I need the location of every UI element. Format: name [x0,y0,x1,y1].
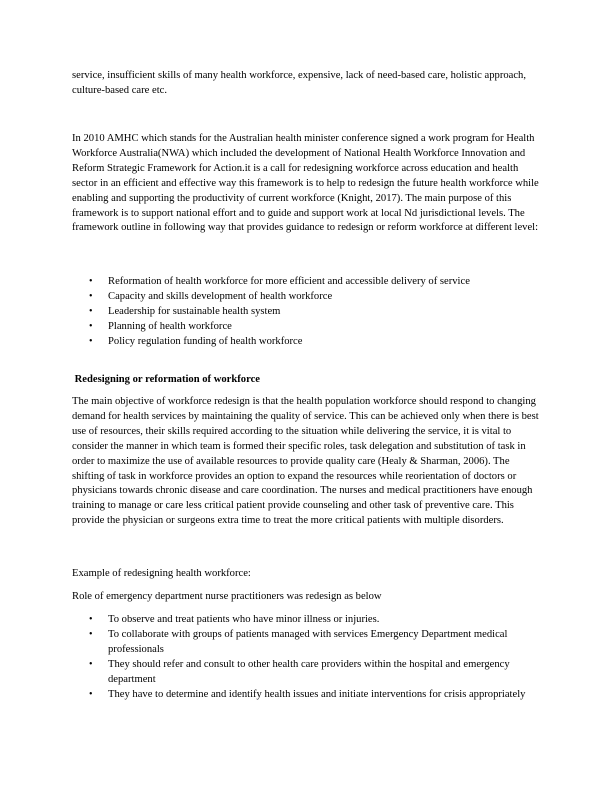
paragraph-continuation: service, insufficient skills of many health workforce, expensive, lack of need-based care, holistic approach, culture-based care etc. [72,70,526,96]
list-item-text: To observe and treat patients who have minor illness or injuries. [108,614,380,625]
list-item [72,305,544,320]
section-heading: Redesigning or reformation of workforce [72,374,261,385]
bullet-icon: • [89,335,93,347]
list-item [72,628,544,658]
bullet-icon: • [89,305,93,317]
list-framework [72,275,544,350]
paragraph-role: Role of emergency department nurse practitioners was redesign as below [72,591,382,602]
list-item-text: They have to determine and identify health issues and initiate interventions for crisis appropriately [108,688,526,700]
list-item [72,275,544,290]
bullet-icon: • [89,688,93,700]
list-item [72,290,544,305]
list-item [72,688,544,703]
bullet-icon: • [89,276,93,287]
list-item-text: To collaborate with groups of patients managed with services Emergency Department medical professionals [108,628,508,655]
list-item-text: Planning of health workforce [108,320,232,332]
list-item [72,320,544,335]
list-item-text: They should refer and consult to other health care providers within the hospital and emergency department [108,658,510,685]
bullet-icon: • [89,614,93,625]
bullet-icon: • [89,290,93,302]
paragraph-example: Example of redesigning health workforce: [72,568,251,579]
list-item [72,658,544,688]
paragraph-amhc: In 2010 AMHC which stands for the Australian health minister conference signed a work program for Health Workforce Australia(NWA) which included the development of National Health Workforce Innovation and Reform Strategic Framework for Action.it is a call for redesigning workforce across education and health sector in an efficient and effective way this framework is to help to redesign the future health workforce while enabling and supporting the productivity of current workforce (Knight, 2017). The main purpose of this framework is to support national effort and to guide and support work at local Nd jurisdictional levels. The framework outline in following way that provides guidance to redesign or reform workforce at different level: [72,133,539,234]
bullet-icon: • [89,320,93,332]
list-item-text: Reformation of health workforce for more efficient and accessible delivery of service [108,276,470,287]
bullet-icon: • [89,658,93,670]
list-item-text: Policy regulation funding of health workforce [108,335,303,347]
bullet-icon: • [89,628,93,640]
list-roles [72,613,544,702]
list-item-text: Leadership for sustainable health system [108,305,281,317]
list-item [72,335,544,350]
list-item-text: Capacity and skills development of health workforce [108,290,333,302]
paragraph-objective: The main objective of workforce redesign is that the health population workforce should respond to changing demand for health services by maintaining the quality of service. This can be achieved only when there is best use of resources, their skills required according to the situation while delivering the service, it is vital to consider the manner in which team is formed their specific roles, task delegation and substitution of task in order to maximize the use of available resources to provide quality care (Healy & Sharman, 2006). The shifting of task in workforce provides an option to expand the resources while reorientation of doctors or physicians towards chronic disease and care coordination. The nurses and medical practitioners have enough training to manage or care less critical patient provide counseling and other task of preventive care. This provide the physician or surgeons extra time to treat the more critical patients with multiple disorders. [72,396,539,527]
list-item [72,613,544,628]
